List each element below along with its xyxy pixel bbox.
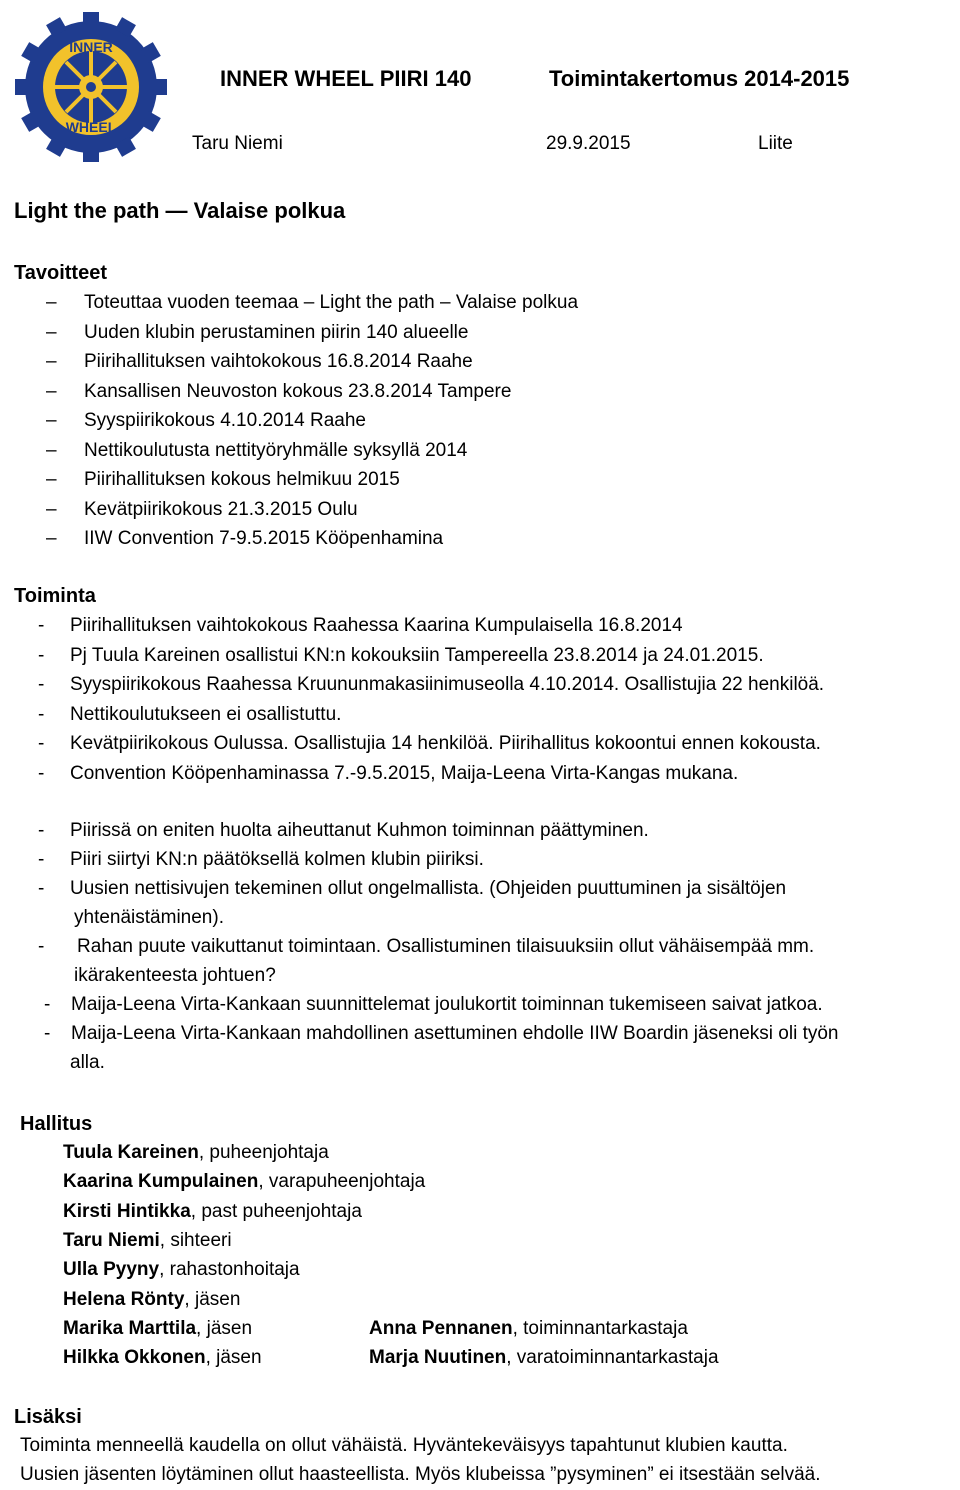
member-name: Ulla Pyyny — [63, 1259, 160, 1281]
member-name: Taru Niemi — [63, 1229, 160, 1251]
board-member — [63, 1347, 262, 1369]
goals-heading: Tavoitteet — [14, 262, 107, 284]
goal-item: Toteuttaa vuoden teemaa – Light the path – Valaise polkua — [84, 292, 579, 313]
author: Taru Niemi — [192, 133, 283, 154]
board-member — [63, 1259, 300, 1281]
board-heading: Hallitus — [20, 1113, 93, 1135]
auditor-role: , toiminnantarkastaja — [512, 1317, 688, 1339]
activities-heading: Toiminta — [14, 585, 96, 607]
list-bullet: - — [38, 674, 45, 695]
note-item: Uusien nettisivujen tekeminen ollut ongelmallista. (Ohjeiden puuttuminen ja sisältöjen — [70, 878, 787, 899]
goal-item: Kevätpiirikokous 21.3.2015 Oulu — [84, 498, 358, 520]
board-member — [63, 1171, 425, 1193]
auditor — [369, 1318, 688, 1340]
theme-title — [14, 198, 345, 224]
member-name: Kirsti Hintikka — [63, 1200, 191, 1222]
list-bullet: - — [38, 703, 45, 725]
list-bullet: - — [38, 878, 45, 899]
list-bullet: - — [38, 849, 45, 870]
note-item: ikärakenteesta johtuen? — [74, 965, 276, 986]
svg-text:WHEEL: WHEEL — [65, 119, 117, 135]
member-name: Marika Marttila — [63, 1317, 197, 1339]
member-role: , past puheenjohtaja — [190, 1200, 362, 1222]
board-member — [63, 1142, 329, 1164]
member-role: , jäsen — [196, 1317, 253, 1339]
list-bullet: – — [46, 410, 57, 431]
activity-item: Piirihallituksen vaihtokokous Raahessa Kaarina Kumpulaisella 16.8.2014 — [70, 615, 683, 636]
list-bullet: - — [44, 994, 51, 1015]
list-bullet: - — [38, 733, 45, 754]
list-bullet: - — [44, 1023, 51, 1044]
auditor — [369, 1347, 719, 1369]
auditor-name: Marja Nuutinen — [369, 1347, 507, 1369]
list-bullet: – — [46, 321, 57, 343]
member-name: Hilkka Okkonen — [63, 1347, 206, 1369]
board-member — [63, 1230, 232, 1252]
goal-item: Syyspiirikokous 4.10.2014 Raahe — [84, 410, 367, 431]
list-bullet: – — [46, 292, 57, 313]
member-role: , sihteeri — [159, 1229, 232, 1251]
additional-line: Toiminta menneellä kaudella on ollut vähäistä. Hyväntekeväisyys tapahtunut klubien kautta. — [20, 1435, 788, 1456]
goal-item: Uuden klubin perustaminen piirin 140 alueelle — [84, 321, 469, 343]
org-title: INNER WHEEL PIIRI 140 — [220, 66, 472, 91]
goal-item: Piirihallituksen kokous helmikuu 2015 — [84, 469, 400, 490]
list-bullet: – — [46, 498, 57, 520]
theme-dash: — — [159, 198, 194, 223]
list-bullet: - — [38, 936, 45, 957]
note-item: Piirissä on eniten huolta aiheuttanut Kuhmon toiminnan päättyminen. — [70, 820, 649, 841]
list-bullet: - — [38, 644, 45, 666]
list-bullet: – — [46, 469, 57, 490]
attachment-label: Liite — [758, 133, 793, 154]
list-bullet: – — [46, 528, 57, 549]
list-bullet: – — [46, 351, 57, 372]
goal-item: IIW Convention 7-9.5.2015 Kööpenhamina — [84, 528, 444, 549]
theme-title-finnish: Valaise polkua — [193, 198, 346, 223]
inner-wheel-logo — [6, 12, 176, 162]
note-item: Rahan puute vaikuttanut toimintaan. Osallistuminen tilaisuuksiin ollut vähäisempää mm. — [77, 936, 815, 957]
theme-title-text: Light the path — [14, 198, 160, 223]
auditor-name: Anna Pennanen — [369, 1317, 513, 1339]
member-role: , jäsen — [184, 1288, 241, 1310]
activity-item: Kevätpiirikokous Oulussa. Osallistujia 14 henkilöä. Piirihallitus kokoontui ennen kokousta. — [70, 733, 821, 754]
member-name: Kaarina Kumpulainen — [63, 1171, 259, 1193]
activity-item: Nettikoulutukseen ei osallistuttu. — [70, 703, 342, 725]
note-item: yhtenäistäminen). — [74, 907, 224, 928]
activity-item: Convention Kööpenhaminassa 7.-9.5.2015, Maija-Leena Virta-Kangas mukana. — [70, 762, 739, 784]
note-item: Maija-Leena Virta-Kankaan suunnittelemat joulukortit toiminnan tukemiseen saivat jatkoa. — [71, 994, 823, 1015]
member-role: , rahastonhoitaja — [159, 1259, 300, 1281]
member-role: , puheenjohtaja — [198, 1142, 329, 1163]
additional-heading: Lisäksi — [14, 1406, 82, 1428]
goal-item: Piirihallituksen vaihtokokous 16.8.2014 Raahe — [84, 351, 473, 372]
list-bullet: – — [46, 439, 57, 461]
member-role: , jäsen — [205, 1347, 262, 1369]
member-name: Helena Rönty — [63, 1288, 185, 1310]
note-item: alla. — [70, 1052, 105, 1073]
auditor-role: , varatoiminnantarkastaja — [506, 1347, 719, 1369]
board-member — [63, 1289, 240, 1311]
member-name: Tuula Kareinen — [63, 1142, 199, 1163]
note-item: Piiri siirtyi KN:n päätöksellä kolmen klubin piiriksi. — [70, 849, 484, 870]
list-bullet: - — [38, 820, 45, 841]
list-bullet: - — [38, 615, 45, 636]
list-bullet: - — [38, 762, 45, 784]
goal-item: Nettikoulutusta nettityöryhmälle syksyllä 2014 — [84, 439, 468, 461]
svg-text:INNER: INNER — [69, 39, 113, 55]
note-item: Maija-Leena Virta-Kankaan mahdollinen asettuminen ehdolle IIW Boardin jäseneksi oli työn — [71, 1023, 839, 1044]
report-title: Toimintakertomus 2014-2015 — [549, 66, 850, 91]
activity-item: Syyspiirikokous Raahessa Kruununmakasiinimuseolla 4.10.2014. Osallistujia 22 henkilöä. — [70, 674, 825, 695]
board-member — [63, 1318, 252, 1340]
additional-line: Uusien jäsenten löytäminen ollut haasteellista. Myös klubeissa ”pysyminen” ei itsestään selvää. — [20, 1464, 821, 1485]
activity-item: Pj Tuula Kareinen osallistui KN:n kokouksiin Tampereella 23.8.2014 ja 24.01.2015. — [70, 644, 764, 666]
member-role: , varapuheenjohtaja — [258, 1171, 426, 1193]
report-date: 29.9.2015 — [546, 133, 631, 154]
board-member — [63, 1201, 362, 1223]
list-bullet: – — [46, 380, 57, 402]
goal-item: Kansallisen Neuvoston kokous 23.8.2014 Tampere — [84, 380, 512, 402]
